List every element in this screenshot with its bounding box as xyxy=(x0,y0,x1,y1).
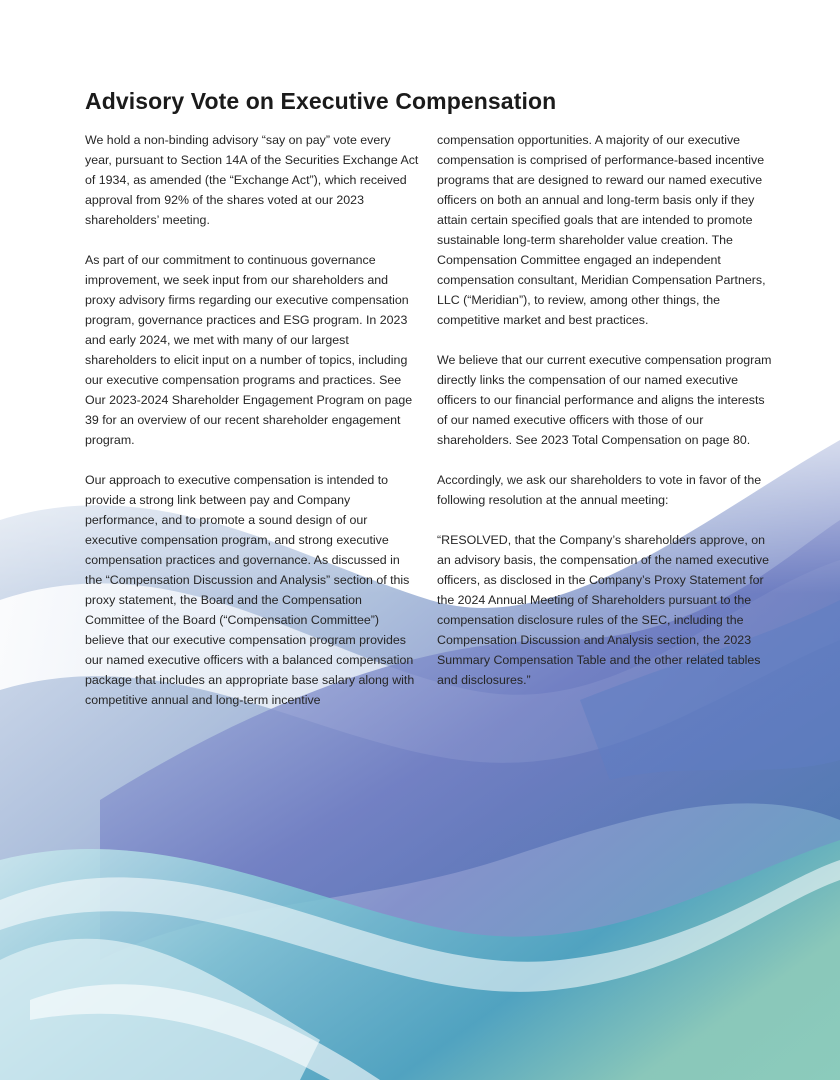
paragraph-say-on-pay: We hold a non-binding advisory “say on pay” vote every year, pursuant to Section 14A of the Securities Exchange Act of 1934, as amended (the “Exchange Act”), which received approval from 92% of the shares voted at our 2023 shareholders’ meeting. xyxy=(85,133,419,227)
paragraph-compensation-opportunities: compensation opportunities. A majority of our executive compensation is comprised of performance-based incentive programs that are designed to reward our named executive officers on both an annual and long-term basis only if they attain certain specified goals that are intended to promote sustainable long-term shareholder value creation. The Compensation Committee engaged an independent compensation consultant, Meridian Compensation Partners, LLC (“Meridian”), to review, among other things, the competitive market and best practices. xyxy=(437,133,766,327)
paragraph-resolution: “RESOLVED, that the Company’s shareholders approve, on an advisory basis, the compensation of the named executive officers, as disclosed in the Company’s Proxy Statement for the 2024 Annual Meeting of Shareholders pursuant to the compensation disclosure rules of the SEC, including the Compensation Discussion and Analysis section, the 2023 Summary Compensation Table and the other related tables and disclosures.” xyxy=(437,533,769,687)
paragraph-vote-request: Accordingly, we ask our shareholders to vote in favor of the following resolution at the annual meeting: xyxy=(437,473,762,507)
right-column xyxy=(437,130,777,690)
paragraph-shareholder-engagement: As part of our commitment to continuous governance improvement, we seek input from our shareholders and proxy advisory firms regarding our executive compensation program, governance practices and ESG program. In 2023 and early 2024, we met with many of our largest shareholders to elicit input on a number of topics, including our executive compensation programs and practices. See Our 2023-2024 Shareholder Engagement Program on page 39 for an overview of our recent shareholder engagement program. xyxy=(85,253,413,447)
paragraph-pay-performance-link: We believe that our current executive compensation program directly links the compensation of our named executive officers to our financial performance and aligns the interests of our named executive officers with those of our shareholders. See 2023 Total Compensation on page 80. xyxy=(437,353,772,447)
left-column xyxy=(85,130,420,710)
paragraph-compensation-approach: Our approach to executive compensation is intended to provide a strong link between pay and Company performance, and to promote a sound design of our executive compensation program, and strong executive compensation practices and governance. As discussed in the “Compensation Discussion and Analysis” section of this proxy statement, the Board and the Compensation Committee of the Board (“Compensation Committee”) believe that our executive compensation program provides our named executive officers with a balanced compensation package that includes an appropriate base salary along with competitive annual and long-term incentive xyxy=(85,473,415,707)
page-title: Advisory Vote on Executive Compensation xyxy=(85,88,557,114)
